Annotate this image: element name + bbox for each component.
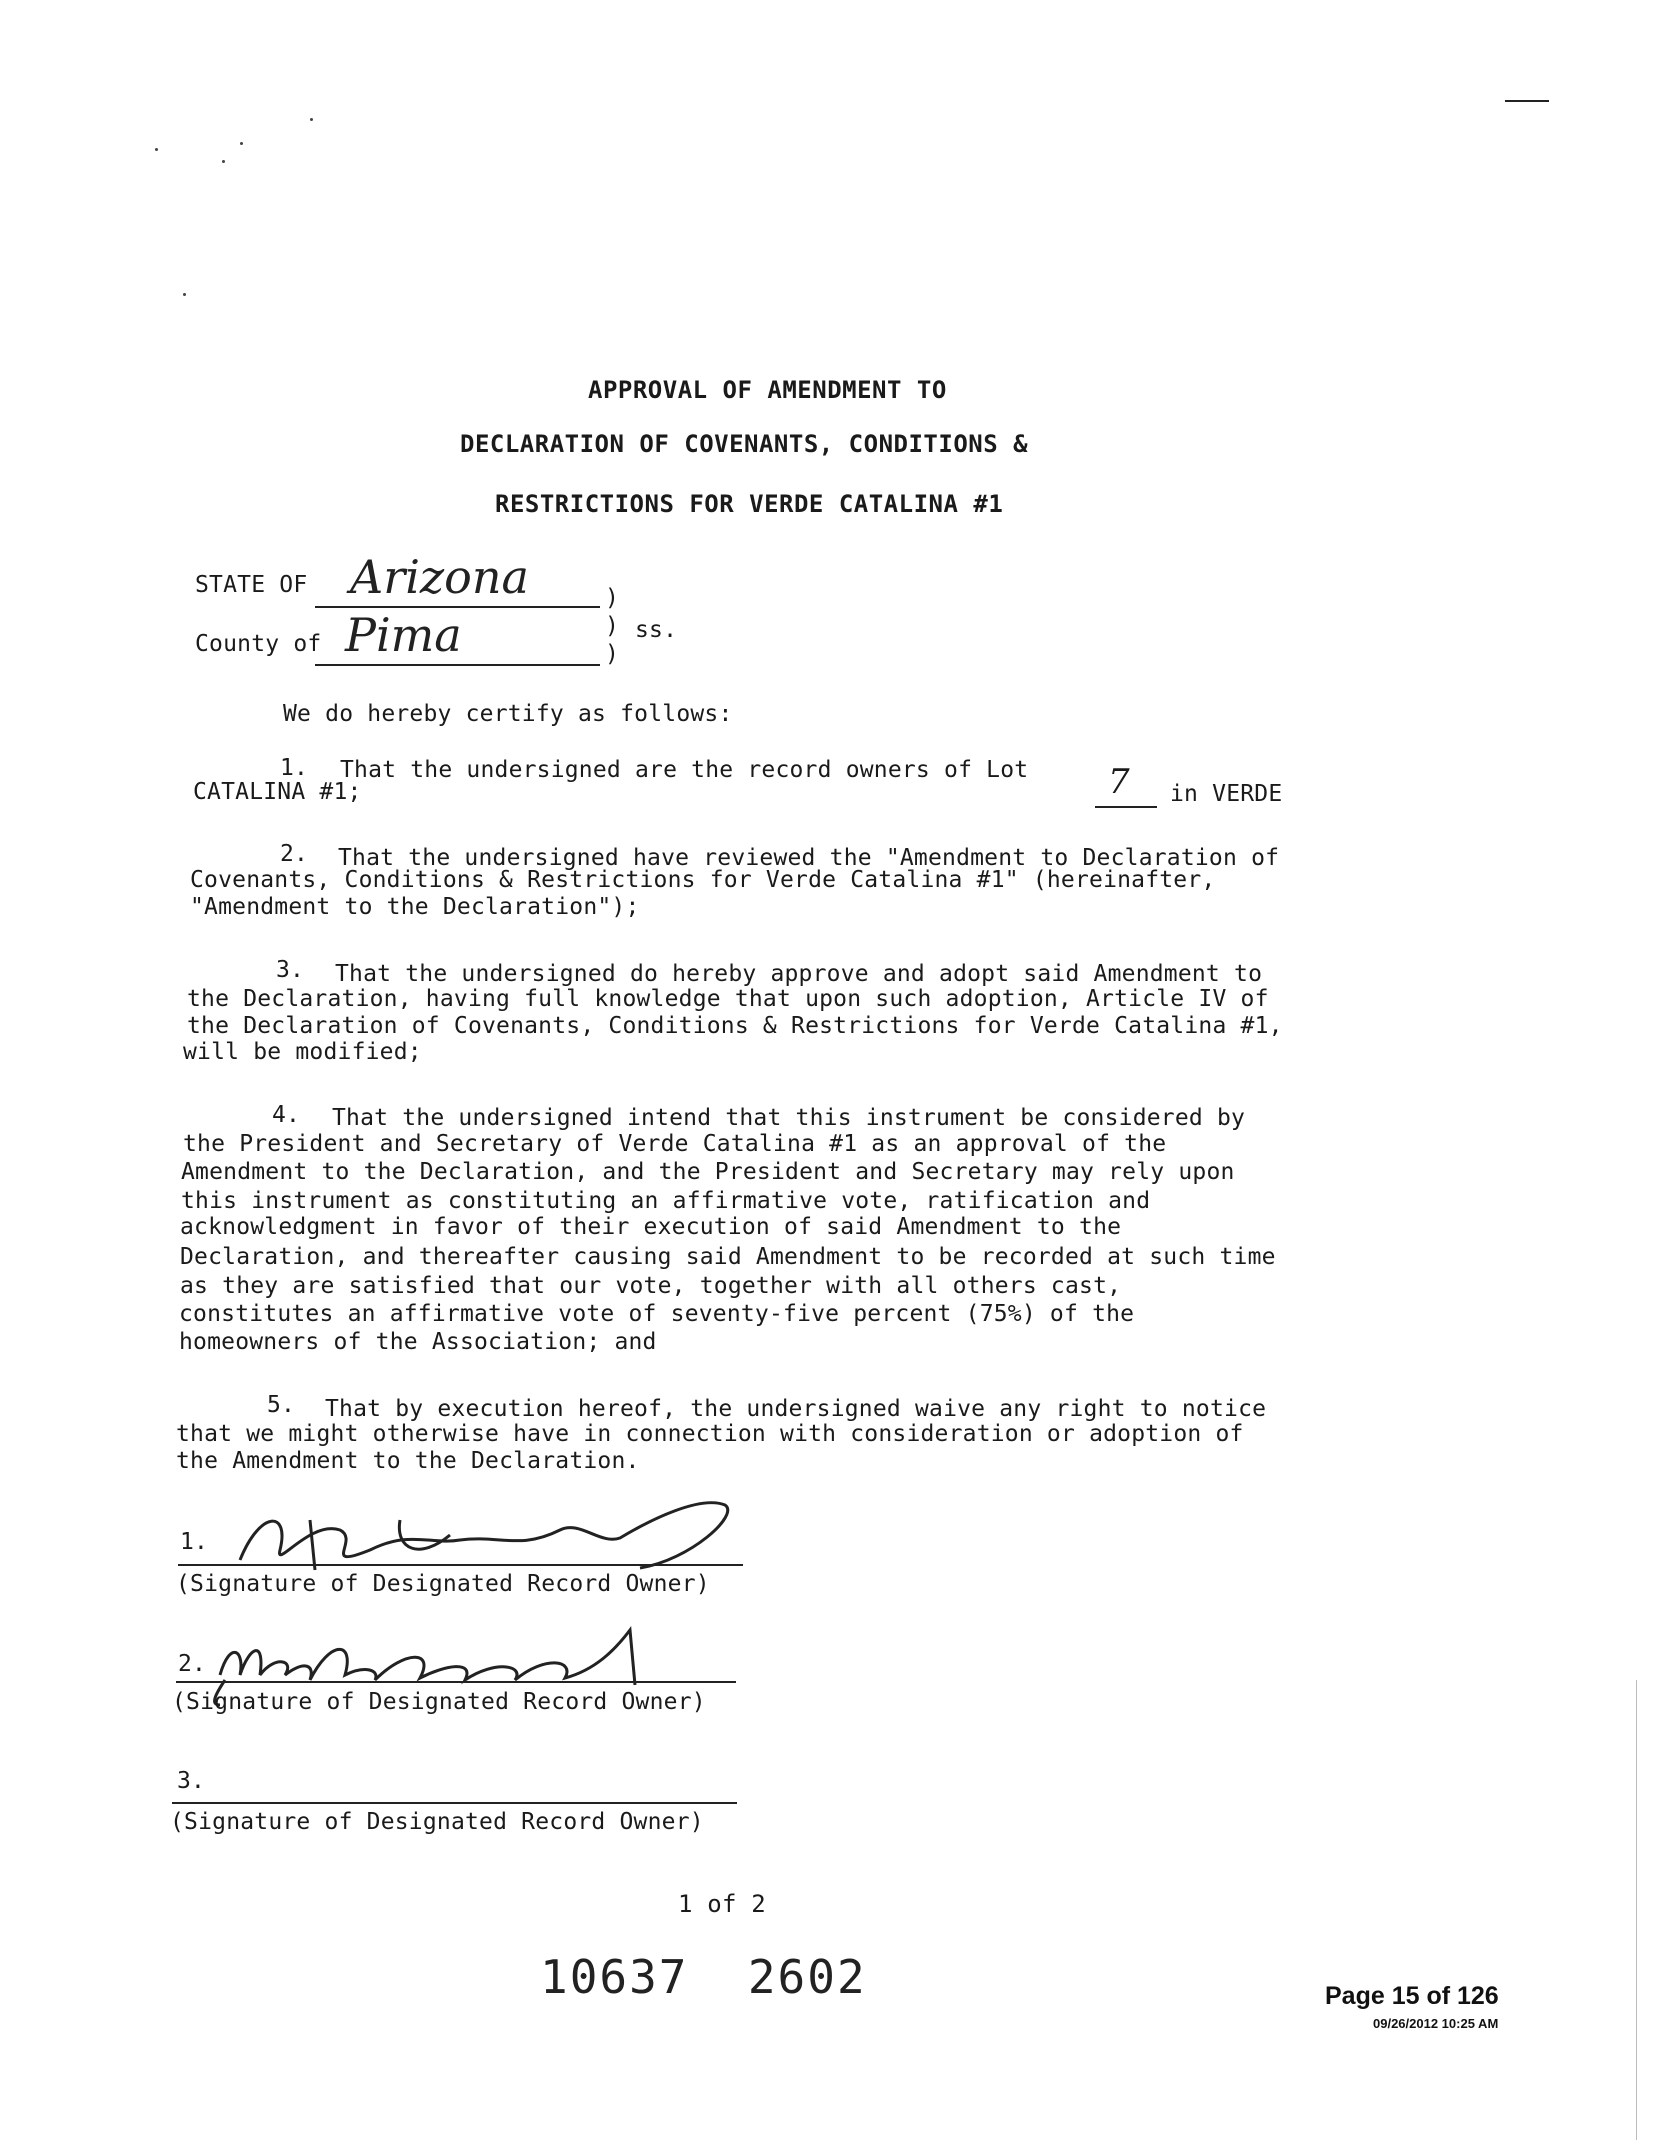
item-5-line-2: that we might otherwise have in connection with consideration or adoption of bbox=[176, 1421, 1244, 1447]
item-5-number: 5. bbox=[267, 1392, 296, 1418]
item-4-line-7: as they are satisfied that our vote, together with all others cast, bbox=[180, 1273, 1122, 1299]
item-2-line-1: That the undersigned have reviewed the "Amendment to Declaration of bbox=[338, 845, 1280, 871]
lot-underline bbox=[1095, 806, 1157, 808]
item-1-text-pre: That the undersigned are the record owners of Lot bbox=[340, 757, 1029, 783]
state-handwritten: Arizona bbox=[350, 550, 529, 604]
recording-number-stamp: 10637 2602 bbox=[540, 1950, 867, 2004]
signature-1-line bbox=[178, 1564, 743, 1566]
item-4-number: 4. bbox=[272, 1102, 301, 1128]
scan-speck bbox=[155, 148, 158, 151]
county-label: County of bbox=[195, 631, 322, 657]
signature-3-number: 3. bbox=[177, 1768, 206, 1794]
bracket: ) bbox=[605, 613, 620, 639]
item-4-line-6: Declaration, and thereafter causing said Amendment to be recorded at such time bbox=[180, 1244, 1276, 1270]
item-4-line-8: constitutes an affirmative vote of seventy-five percent (75%) of the bbox=[179, 1301, 1135, 1327]
lot-number-handwritten: 7 bbox=[1108, 762, 1130, 802]
item-1-number: 1. bbox=[280, 755, 309, 781]
scan-speck bbox=[222, 160, 225, 163]
signature-1-number: 1. bbox=[180, 1529, 209, 1555]
document-title-line-1: APPROVAL OF AMENDMENT TO bbox=[588, 376, 947, 404]
page-of-indicator: 1 of 2 bbox=[678, 1890, 766, 1918]
item-2-line-3: "Amendment to the Declaration"); bbox=[190, 894, 640, 920]
item-2-line-2: Covenants, Conditions & Restrictions for Verde Catalina #1" (hereinafter, bbox=[190, 867, 1216, 893]
ss-label: ss. bbox=[635, 617, 678, 643]
item-1-line-2: CATALINA #1; bbox=[193, 779, 362, 805]
item-3-line-2: the Declaration, having full knowledge that upon such adoption, Article IV of bbox=[187, 986, 1269, 1012]
bracket: ) bbox=[605, 641, 620, 667]
document-title-line-3: RESTRICTIONS FOR VERDE CATALINA #1 bbox=[495, 490, 1004, 518]
item-5-line-1: That by execution hereof, the undersigned waive any right to notice bbox=[325, 1396, 1267, 1422]
item-3-line-4: will be modified; bbox=[183, 1039, 422, 1065]
item-4-line-4: this instrument as constituting an affirmative vote, ratification and bbox=[181, 1188, 1151, 1214]
signature-1-caption: (Signature of Designated Record Owner) bbox=[176, 1571, 710, 1597]
scan-speck bbox=[310, 118, 313, 121]
signature-2-caption: (Signature of Designated Record Owner) bbox=[172, 1689, 706, 1715]
footer-page-number: Page 15 of 126 bbox=[1325, 1982, 1499, 2010]
signature-1-handwritten bbox=[220, 1490, 740, 1580]
scan-mark bbox=[1505, 100, 1549, 102]
county-underline bbox=[315, 664, 600, 666]
item-2-number: 2. bbox=[280, 841, 309, 867]
item-4-line-1: That the undersigned intend that this instrument be considered by bbox=[332, 1105, 1246, 1131]
bracket: ) bbox=[605, 585, 620, 611]
document-title-line-2: DECLARATION OF COVENANTS, CONDITIONS & bbox=[460, 430, 1029, 458]
item-3-line-1: That the undersigned do hereby approve and adopt said Amendment to bbox=[335, 961, 1263, 987]
item-3-line-3: the Declaration of Covenants, Conditions & Restrictions for Verde Catalina #1, bbox=[187, 1013, 1283, 1039]
item-3-number: 3. bbox=[276, 957, 305, 983]
item-5-line-3: the Amendment to the Declaration. bbox=[176, 1448, 640, 1474]
scan-speck bbox=[240, 142, 243, 145]
signature-3-caption: (Signature of Designated Record Owner) bbox=[170, 1809, 704, 1835]
state-label: STATE OF bbox=[195, 572, 308, 598]
item-4-line-5: acknowledgment in favor of their execution of said Amendment to the bbox=[180, 1214, 1122, 1240]
footer-timestamp: 09/26/2012 10:25 AM bbox=[1373, 2016, 1499, 2031]
item-4-line-9: homeowners of the Association; and bbox=[179, 1329, 657, 1355]
item-4-line-3: Amendment to the Declaration, and the President and Secretary may rely upon bbox=[181, 1159, 1235, 1185]
intro-text: We do hereby certify as follows: bbox=[283, 701, 733, 727]
item-1-text-post: in VERDE bbox=[1170, 781, 1283, 807]
signature-2-number: 2. bbox=[178, 1651, 207, 1677]
signature-3-line bbox=[172, 1802, 737, 1804]
signature-2-line bbox=[176, 1681, 736, 1683]
item-4-line-2: the President and Secretary of Verde Catalina #1 as an approval of the bbox=[183, 1131, 1167, 1157]
scan-edge bbox=[1636, 1680, 1637, 2140]
county-handwritten: Pima bbox=[345, 608, 462, 662]
scan-speck bbox=[183, 293, 186, 296]
